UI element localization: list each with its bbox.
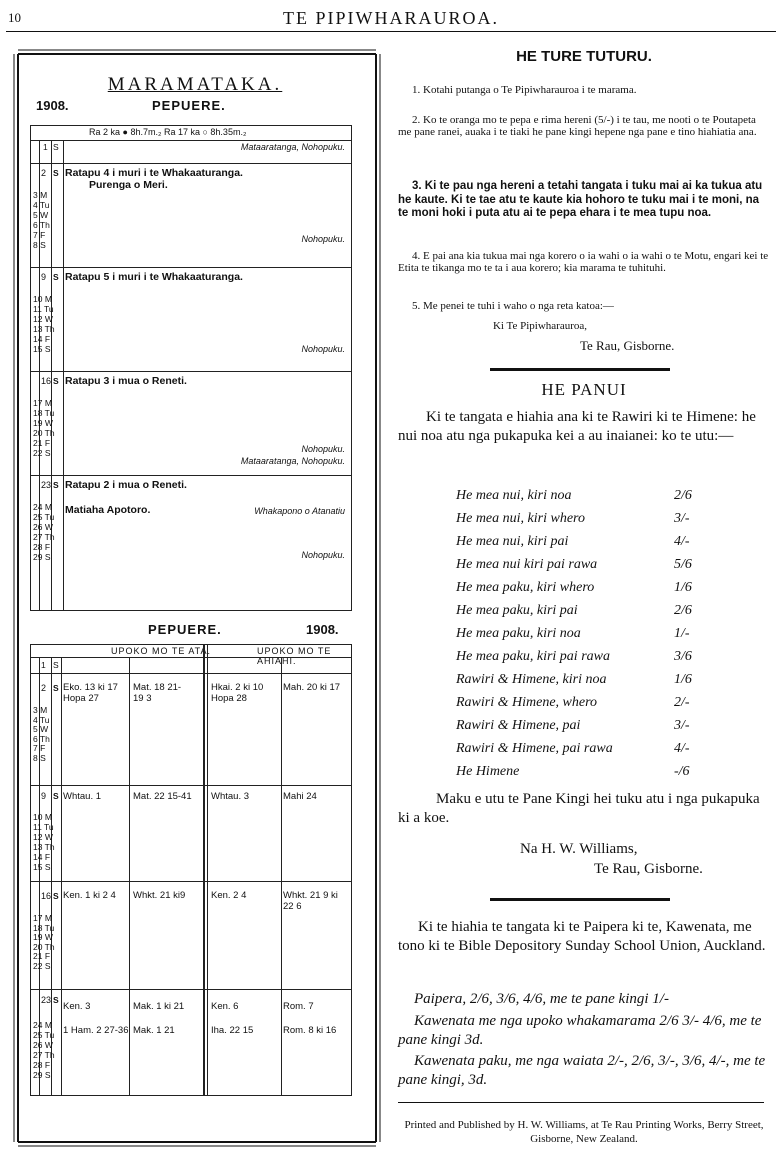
week-sunday: 2	[41, 168, 47, 178]
calendar-week	[31, 371, 351, 476]
lessons-month: PEPUERE.	[148, 622, 222, 637]
week-note-2: Mataaratanga, Nohopuku.	[240, 456, 345, 466]
lessons-week: 23 S Ken. 3 1 Ham. 2 27-36 Mak. 1 ki 21 Mak. 1 21 Ken. 6 Iha. 22 15 Rom. 7 Rom. 8 ki 16 24 M 25 Tu 26 W 27 Th 28 F 29 S	[31, 989, 351, 1096]
calendar-month: PEPUERE.	[152, 98, 226, 113]
morning-2: Mat. 18 21- 19 3	[133, 682, 182, 704]
morning-1: Eko. 13 ki 17 Hopa 27	[63, 682, 118, 704]
notice-outro: Maku e utu te Pane Kingi hei tuku atu i nga pukapuka ki a koe.	[398, 791, 760, 826]
price-row: Rawiri & Himene, whero 2/-	[456, 694, 690, 710]
price-list	[456, 484, 692, 783]
calendar-day1: 1	[43, 142, 48, 152]
rule-1: 1. Kotahi putanga o Te Pipiwharauroa i te marama.	[412, 84, 637, 96]
week-note: Nohopuku.	[301, 444, 345, 454]
week-note: Nohopuku.	[301, 344, 345, 354]
week-days: 17 M 18 Tu 19 W 20 Th 21 F 22 S	[33, 398, 55, 458]
notice-title: HE PANUI	[541, 380, 627, 399]
week-sunday: 9	[41, 272, 47, 282]
week-event: Ratapu 3 i mua o Reneti.	[65, 375, 187, 387]
price-row: He mea paku, kiri pai 2/6	[456, 602, 692, 618]
week-note: Whakapono o Atanatiu	[254, 506, 345, 516]
rule-4: 4. E pai ana kia tukua mai nga korero o ia wahi o ia wahi o te Motu, engari kei te Etita te tikanga mo te ta i aua korero; kia marama te tuhituhi.	[398, 250, 769, 274]
calendar-week	[31, 163, 351, 280]
week-event: Ratapu 5 i muri i te Whakaaturanga.	[65, 271, 243, 283]
moon-phases: Ra 2 ka ● 8h.7m.₂ Ra 17 ka ○ 8h.35m.₂	[89, 127, 247, 137]
evening-1: Hkai. 2 ki 10 Hopa 28	[211, 682, 264, 704]
calendar-title: MARAMATAKA.	[107, 74, 283, 95]
page-title: TE PIPIWHARAUROA.	[283, 8, 499, 28]
calendar-subheader	[31, 140, 351, 153]
week-days: 24 M 25 Tu 26 W 27 Th 28 F 29 S	[33, 502, 55, 562]
week-days: 3 M 4 Tu 5 W 6 Th 7 F 8 S	[33, 190, 50, 250]
week-sun-letter: S	[53, 272, 59, 282]
notice-signature-1: Na H. W. Williams,	[520, 841, 638, 857]
rule-5: 5. Me penei te tuhi i waho o nga reta katoa:—	[412, 300, 614, 312]
lessons-table: UPOKO MO TE ATA. UPOKO MO TE AHIAHI. 1 S 2 S Eko. 13 ki 17 Hopa 27 Mat. 18 21- 19 3 Hkai. 2 ki 10 Hopa 28 Mah. 20 ki 17 3 M 4 Tu 5 W 6 Th 7 F 8 S 9 S Whtau. 1 Mat. 22 15-41 Whtau. 3 Mahi 24 10 M 11 Tu 12 W 13 Th 14 F 15 S 16 S Ken. 1 ki 2 4 Whkt. 21 ki9 Ken. 2 4 Whkt. 21 9 ki 22 6 17 M 18 Tu 19 W 20 Th 21 F 22 S 23 S Ken. 3 1 Ham. 2 27-36 Mak. 1 ki 21 Mak. 1 21 Ken. 6 Iha. 22 15 Rom. 7 Rom. 8 ki 16 24 M 25 Tu 26 W 27 Th 28 F 29 S	[30, 644, 352, 1096]
calendar-week	[31, 267, 351, 372]
price-row: He mea nui, kiri noa 2/6	[456, 487, 692, 503]
evening-2: Mah. 20 ki 17	[283, 682, 341, 693]
footer-imprint: Printed and Published by H. W. Williams, at Te Rau Printing Works, Berry Street, Gisborne, New Zealand.	[404, 1119, 764, 1145]
price-row: He mea paku, kiri noa 1/-	[456, 625, 690, 641]
week-sun-letter: S	[53, 480, 59, 490]
section-divider-2	[490, 898, 670, 901]
rule-3: 3. Ki te pau nga hereni a tetahi tangata i tuku mai ai ka tukua atu he kaute. Ki te tae atu te kaute kia hohoro te tuku mai i te moni, na te moni hoki i puta atu ai te pepa ehara i te mea tupu noa.	[398, 180, 763, 219]
bible-price-3: Kawenata paku, me nga waiata 2/-, 2/6, 3/-, 3/6, 4/-, me te pane kingi, 3d.	[398, 1053, 766, 1088]
week-sunday: 16	[41, 376, 52, 386]
footer-rule	[398, 1102, 764, 1103]
week-sun-letter: S	[53, 168, 59, 178]
lessons-year: 1908.	[306, 622, 339, 637]
bible-price-1: Paipera, 2/6, 3/6, 4/6, me te pane kingi 1/-	[414, 991, 669, 1007]
lessons-week: 9 S Whtau. 1 Mat. 22 15-41 Whtau. 3 Mahi 24 10 M 11 Tu 12 W 13 Th 14 F 15 S	[31, 785, 351, 882]
calendar-year: 1908.	[36, 98, 69, 113]
address-line-2: Te Rau, Gisborne.	[580, 338, 675, 353]
price-row: He mea nui kiri pai rawa 5/6	[456, 556, 692, 572]
rule-2: 2. Ko te oranga mo te pepa e rima hereni (5/-) i te tau, me nooti o te Poutapeta me pane ranei, auaka i te tiaki he pane kingi hepene nga pane e tino hiahiatia ana.	[398, 114, 757, 138]
price-row: He mea nui, kiri whero 3/-	[456, 510, 690, 526]
week-event: Ratapu 4 i muri i te Whakaaturanga.	[65, 167, 243, 179]
price-row: Rawiri & Himene, pai 3/-	[456, 717, 690, 733]
page-number: 10	[8, 10, 21, 25]
rules-title: HE TURE TUTURU.	[516, 48, 652, 65]
section-divider	[490, 368, 670, 371]
price-row: He mea paku, kiri whero 1/6	[456, 579, 692, 595]
lessons-week: 16 S Ken. 1 ki 2 4 Whkt. 21 ki9 Ken. 2 4 Whkt. 21 9 ki 22 6 17 M 18 Tu 19 W 20 Th 21 F 22 S	[31, 881, 351, 990]
bible-intro: Ki te hiahia te tangata ki te Paipera ki te, Kawenata, me tono ki te Bible Depository Sunday School Union, Auckland.	[398, 919, 766, 954]
price-row: He mea nui, kiri pai 4/-	[456, 533, 690, 549]
address-line-1: Ki Te Pipiwharauroa,	[492, 320, 588, 332]
price-row: Rawiri & Himene, pai rawa 4/-	[456, 740, 690, 756]
week-note-2: Nohopuku.	[301, 550, 345, 560]
week-event-2: Matiaha Apotoro.	[65, 504, 151, 516]
week-sunday: 23	[41, 480, 52, 490]
col-evening: UPOKO MO TE AHIAHI.	[257, 646, 332, 666]
week-event: Ratapu 2 i mua o Reneti.	[65, 479, 187, 491]
notice-signature-2: Te Rau, Gisborne.	[594, 861, 703, 877]
price-row: He mea paku, kiri pai rawa 3/6	[456, 648, 692, 664]
calendar-week	[31, 475, 351, 610]
lessons-week: 2 S Eko. 13 ki 17 Hopa 27 Mat. 18 21- 19 3 Hkai. 2 ki 10 Hopa 28 Mah. 20 ki 17 3 M 4 Tu 5 W 6 Th 7 F 8 S	[31, 673, 351, 786]
week-days: 10 M 11 Tu 12 W 13 Th 14 F 15 S	[33, 294, 55, 354]
moon-note: Mataaratanga, Nohopuku.	[240, 142, 345, 152]
notice-intro: Ki te tangata e hiahia ana ki te Rawiri ki te Himene: he nui noa atu nga pukapuka kei a au inaianei: ko te utu:—	[398, 409, 756, 444]
col-morning: UPOKO MO TE ATA.	[111, 646, 212, 656]
price-row: He Himene -/6	[456, 763, 690, 779]
bible-price-2: Kawenata me nga upoko whakamarama 2/6 3/- 4/6, me te pane kingi 3d.	[398, 1013, 762, 1048]
week-sun-letter: S	[53, 376, 59, 386]
header-rule	[6, 31, 776, 32]
calendar-letter1: S	[53, 142, 59, 152]
page-header	[0, 6, 782, 30]
week-note: Nohopuku.	[301, 234, 345, 244]
week-event-2: Purenga o Meri.	[89, 179, 168, 191]
price-row: Rawiri & Himene, kiri noa 1/6	[456, 671, 692, 687]
calendar-table	[30, 125, 352, 611]
